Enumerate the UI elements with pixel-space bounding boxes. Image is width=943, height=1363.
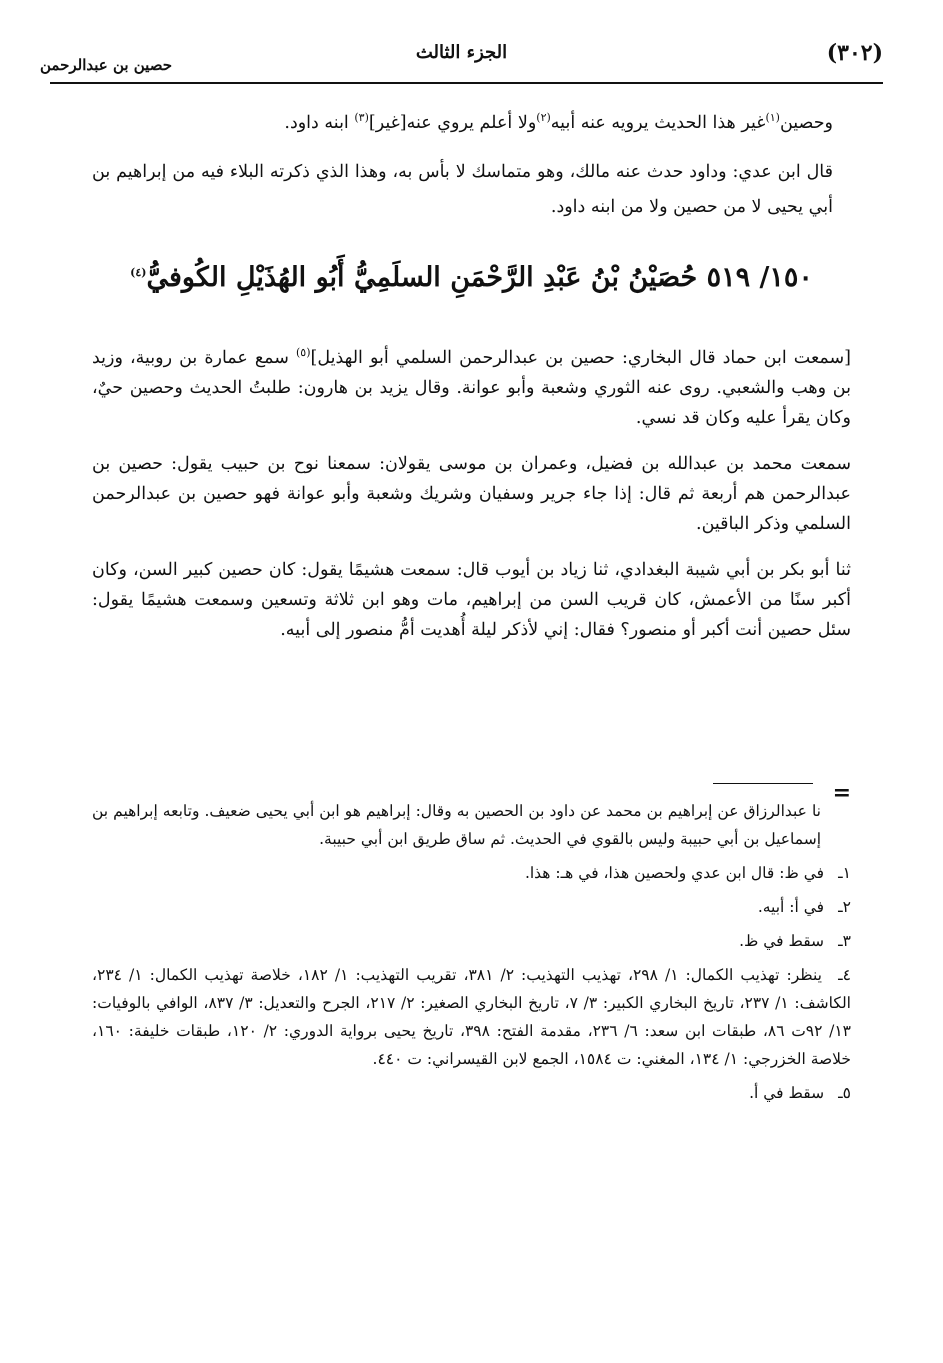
intro-text <box>92 100 833 239</box>
intro-p1-b: غير هذا الحديث يرويه عنه أبيه <box>550 112 766 133</box>
footnote-ref-4: (٤) <box>130 266 147 279</box>
footnote-3-text: سقط في ظ. <box>739 932 825 950</box>
entry-heading <box>92 250 851 301</box>
entry-body <box>92 338 851 661</box>
footnote-3-number: ٣ـ <box>838 932 851 950</box>
footnote-1 <box>92 859 851 887</box>
footnote-ref-5: (٥) <box>296 346 311 359</box>
entry-paragraph-1 <box>92 338 851 433</box>
footnote-ref-3: (٣) <box>354 111 369 124</box>
intro-paragraph-1 <box>92 100 833 141</box>
header-rule <box>50 82 883 84</box>
intro-paragraph-2: قال ابن عدي: وداود حدث عنه مالك، وهو متماسك لا بأس به، وهذا الذي ذكرته البلاء فيه من إبراهيم بن أبي يحيى لا من حصين ولا من ابنه داود. <box>92 161 833 217</box>
entry-p1-a: [سمعت ابن حماد قال البخاري: حصين بن عبدالرحمن السلمي أبو الهذيل] <box>310 347 851 368</box>
continuation-mark: = <box>832 780 851 806</box>
entry-paragraph-2: سمعت محمد بن عبدالله بن فضيل، وعمران بن موسى يقولان: سمعنا نوح بن حبيب يقول: حصين بن عبدالرحمن هم أربعة ثم قال: إذا جاء جرير وسفيان وشريك وشعبة وأبو عوانة فهو حصين بن عبدالرحمن السلمي وذكر الباقين. <box>92 453 851 534</box>
intro-p1-d: ابنه داود. <box>284 112 349 133</box>
footnotes <box>92 797 851 1113</box>
intro-p1-c: ولا أعلم يروي عنه[غير] <box>368 112 537 133</box>
entry-paragraph-3: ثنا أبو بكر بن أبي شيبة البغدادي، ثنا زياد بن أيوب قال: سمعت هشيمًا يقول: كان حصين كبير السن، وكان أكبر سنًا من الأعمش، كان قريب السن من إبراهيم، مات وهو ابن ثلاثة وتسعين وسمعت هشيمًا يقول: سئل حصين أنت أكبر أو منصور؟ فقال: إني لأذكر ليلة أُهديت أمُّ منصور إلى أبيه. <box>92 559 851 640</box>
running-title: حصين بن عبدالرحمن <box>40 56 172 74</box>
footnote-2-text: في أ: أبيه. <box>757 898 825 916</box>
footnote-4-number: ٤ـ <box>838 966 851 984</box>
footnote-2 <box>92 893 851 921</box>
footnote-1-text: في ظ: قال ابن عدي ولحصين هذا، في هـ: هذا. <box>524 864 825 882</box>
footnote-5-number: ٥ـ <box>838 1084 851 1102</box>
footnote-1-number: ١ـ <box>838 864 851 882</box>
footnote-5 <box>92 1079 851 1107</box>
volume-title: الجزء الثالث <box>415 42 508 63</box>
footnote-4-text: ينظر: تهذيب الكمال: ١/ ٢٩٨، تهذيب التهذيب: ٢/ ٣٨١، تقريب التهذيب: ١/ ١٨٢، خلاصة تهذيب الكمال: ١/ ٢٣٤، الكاشف: ١/ ٢٣٧، تاريخ البخاري الكبير: ٣/ ٧، تاريخ البخاري الصغير: ٢/ ٢١٧، الجرح والتعديل: ٣/ ٨٣٧، الوافي بالوفيات: ١٣/ ٩٢ت ٨٦، طبقات ابن سعد: ٦/ ٢٣٦، مقدمة الفتح: ٣٩٨، تاريخ يحيى برواية الدوري: ٢/ ١٢٠، طبقات خليفة: ١٦٠، خلاصة الخزرجي: ١/ ١٣٤، المغني: ت ١٥٨٤، الجمع لابن القيسراني: ت ٤٤٠. <box>92 966 851 1068</box>
footnote-ref-2: (٢) <box>536 111 551 124</box>
footnote-4 <box>92 961 851 1073</box>
entry-heading-text: ١٥٠/ ٥١٩ حُصَيْنُ بْنُ عَبْدِ الرَّحْمَنِ السلَمِيُّ أَبُو الهُذَيْلِ الكُوفيُّ <box>146 262 813 293</box>
footnote-3 <box>92 927 851 955</box>
page-header <box>40 40 883 80</box>
page-number: (٣٠٢) <box>826 40 883 66</box>
footnote-continuation: نا عبدالرزاق عن إبراهيم بن محمد عن داود بن الحصين به وقال: إبراهيم هو ابن أبي يحيى ضعيف. وتابعه إبراهيم بن إسماعيل بن أبي حبيبة وليس بالقوي في الحديث. ثم ساق طريق ابن أبي حبيبة. <box>92 802 821 848</box>
footnote-5-text: سقط في أ. <box>749 1084 825 1102</box>
footnote-ref-1: (١) <box>765 111 780 124</box>
footnote-separator <box>713 783 813 784</box>
intro-p1-a: وحصين <box>779 112 833 133</box>
footnote-2-number: ٢ـ <box>838 898 851 916</box>
entry-p1-b: سمع عمارة بن روبية، وزيد بن وهب والشعبي. روى عنه الثوري وشعبة وأبو عوانة. وقال يزيد بن هارون: طلبتُ الحديث وحصين حيٌ، وكان يقرأ عليه وكان قد نسي. <box>92 347 851 428</box>
